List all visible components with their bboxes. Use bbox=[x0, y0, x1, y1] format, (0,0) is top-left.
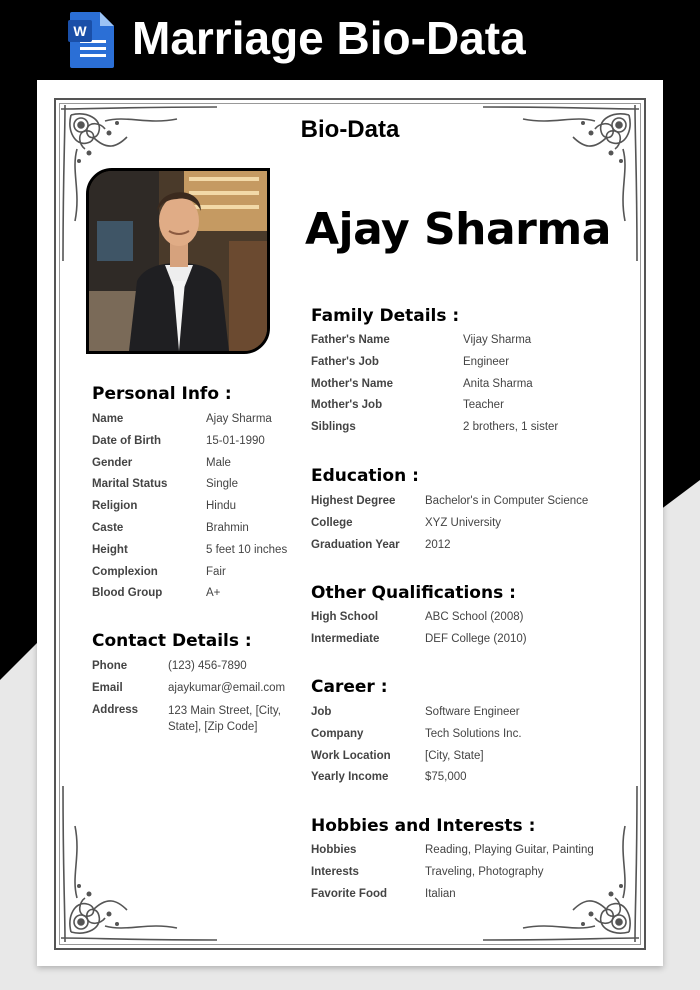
hobbies-interests-heading: Hobbies and Interests : bbox=[311, 816, 536, 836]
list-item bbox=[311, 629, 527, 651]
list-item bbox=[311, 491, 588, 513]
field-label: High School bbox=[311, 611, 379, 623]
field-label: Mother's Name bbox=[311, 377, 393, 390]
field-label: College bbox=[311, 516, 353, 529]
list-item bbox=[92, 656, 298, 678]
education-list bbox=[311, 491, 588, 556]
field-value: Brahmin bbox=[206, 521, 249, 534]
hobbies-interests-list bbox=[311, 840, 594, 905]
field-label: Religion bbox=[92, 500, 138, 513]
list-item bbox=[311, 767, 522, 789]
field-label: Highest Degree bbox=[311, 495, 396, 507]
field-value: Vijay Sharma bbox=[463, 334, 532, 346]
field-value: Teacher bbox=[463, 399, 504, 412]
list-item bbox=[311, 535, 588, 557]
field-value: 2012 bbox=[425, 538, 451, 551]
list-item bbox=[92, 453, 287, 475]
field-label: Phone bbox=[92, 660, 128, 672]
field-label: Father's Job bbox=[311, 355, 379, 368]
list-item bbox=[311, 330, 558, 352]
list-item bbox=[92, 700, 298, 735]
field-label: Intermediate bbox=[311, 632, 380, 645]
field-value: Ajay Sharma bbox=[206, 413, 272, 425]
field-value: 123 Main Street, [City, State], [Zip Code] bbox=[168, 704, 281, 733]
field-label: Gender bbox=[92, 456, 133, 469]
list-item bbox=[311, 417, 558, 439]
field-label: Interests bbox=[311, 865, 359, 878]
banner-title: Marriage Bio-Data bbox=[132, 12, 526, 64]
contact-details-heading: Contact Details : bbox=[92, 631, 252, 651]
list-item bbox=[311, 746, 522, 768]
field-label: Complexion bbox=[92, 565, 158, 578]
field-value: 15-01-1990 bbox=[206, 434, 265, 447]
field-value: XYZ University bbox=[425, 516, 502, 529]
field-value: 5 feet 10 inches bbox=[206, 543, 288, 556]
list-item bbox=[92, 540, 287, 562]
field-label: Blood Group bbox=[92, 587, 163, 600]
field-value: Bachelor's in Computer Science bbox=[425, 495, 589, 507]
field-label: Work Location bbox=[311, 749, 391, 762]
list-item bbox=[92, 562, 287, 584]
biodata-page bbox=[37, 80, 663, 966]
ornament-corner-icon bbox=[57, 776, 227, 946]
field-value: A+ bbox=[206, 587, 221, 600]
field-label: Company bbox=[311, 727, 364, 740]
list-item bbox=[311, 884, 594, 906]
field-value: [City, State] bbox=[425, 749, 484, 762]
list-item bbox=[311, 840, 594, 862]
field-value: DEF College (2010) bbox=[425, 632, 527, 645]
list-item bbox=[311, 374, 558, 396]
personal-info-list bbox=[92, 409, 287, 605]
word-icon bbox=[68, 10, 116, 70]
field-value: ABC School (2008) bbox=[425, 611, 524, 623]
list-item bbox=[92, 431, 287, 453]
candidate-name: Ajay Sharma bbox=[305, 204, 611, 255]
field-label: Caste bbox=[92, 521, 124, 534]
field-label: Job bbox=[311, 706, 332, 718]
education-heading: Education : bbox=[311, 466, 419, 486]
field-value: Male bbox=[206, 456, 231, 469]
field-label: Date of Birth bbox=[92, 434, 161, 447]
list-item bbox=[92, 409, 287, 431]
list-item bbox=[92, 496, 287, 518]
list-item bbox=[311, 702, 522, 724]
field-value: Italian bbox=[425, 887, 456, 900]
list-item bbox=[92, 678, 298, 700]
field-label: Yearly Income bbox=[311, 771, 389, 784]
personal-info-heading: Personal Info : bbox=[92, 384, 232, 404]
family-details-list bbox=[311, 330, 558, 439]
banner bbox=[0, 0, 700, 80]
person-portrait-icon bbox=[89, 171, 267, 351]
field-label: Favorite Food bbox=[311, 887, 388, 900]
field-value: ajaykumar@email.com bbox=[168, 681, 286, 694]
field-label: Name bbox=[92, 413, 124, 425]
contact-details-list bbox=[92, 656, 298, 735]
field-value: Single bbox=[206, 478, 238, 491]
field-value: Hindu bbox=[206, 500, 237, 513]
other-qualifications-list bbox=[311, 607, 527, 651]
career-list bbox=[311, 702, 522, 789]
field-value: $75,000 bbox=[425, 771, 467, 784]
career-heading: Career : bbox=[311, 677, 388, 697]
field-value: (123) 456-7890 bbox=[168, 660, 247, 672]
document-title: Bio-Data bbox=[300, 116, 400, 143]
field-value: Fair bbox=[206, 565, 226, 578]
field-value: 2 brothers, 1 sister bbox=[463, 421, 559, 434]
family-details-heading: Family Details : bbox=[311, 306, 460, 326]
field-value: Software Engineer bbox=[425, 706, 520, 718]
field-label: Mother's Job bbox=[311, 399, 383, 412]
list-item bbox=[311, 862, 594, 884]
field-label: Siblings bbox=[311, 421, 356, 434]
list-item bbox=[311, 352, 558, 374]
field-label: Marital Status bbox=[92, 478, 168, 491]
list-item bbox=[311, 513, 588, 535]
field-value: Tech Solutions Inc. bbox=[425, 727, 522, 740]
field-value: Traveling, Photography bbox=[425, 865, 544, 878]
list-item bbox=[311, 395, 558, 417]
field-value: Reading, Playing Guitar, Painting bbox=[425, 844, 594, 856]
list-item bbox=[92, 518, 287, 540]
list-item bbox=[311, 724, 522, 746]
field-label: Height bbox=[92, 543, 128, 556]
other-qualifications-heading: Other Qualifications : bbox=[311, 583, 516, 603]
field-label: Graduation Year bbox=[311, 538, 400, 551]
field-value: Anita Sharma bbox=[463, 377, 533, 390]
list-item bbox=[311, 607, 527, 629]
field-label: Address bbox=[92, 703, 139, 716]
profile-photo bbox=[86, 168, 270, 354]
list-item bbox=[92, 474, 287, 496]
list-item bbox=[92, 583, 287, 605]
svg-text:W: W bbox=[73, 23, 87, 39]
field-value: Engineer bbox=[463, 355, 510, 368]
field-label: Email bbox=[92, 681, 123, 694]
field-label: Father's Name bbox=[311, 334, 390, 346]
field-label: Hobbies bbox=[311, 844, 357, 856]
